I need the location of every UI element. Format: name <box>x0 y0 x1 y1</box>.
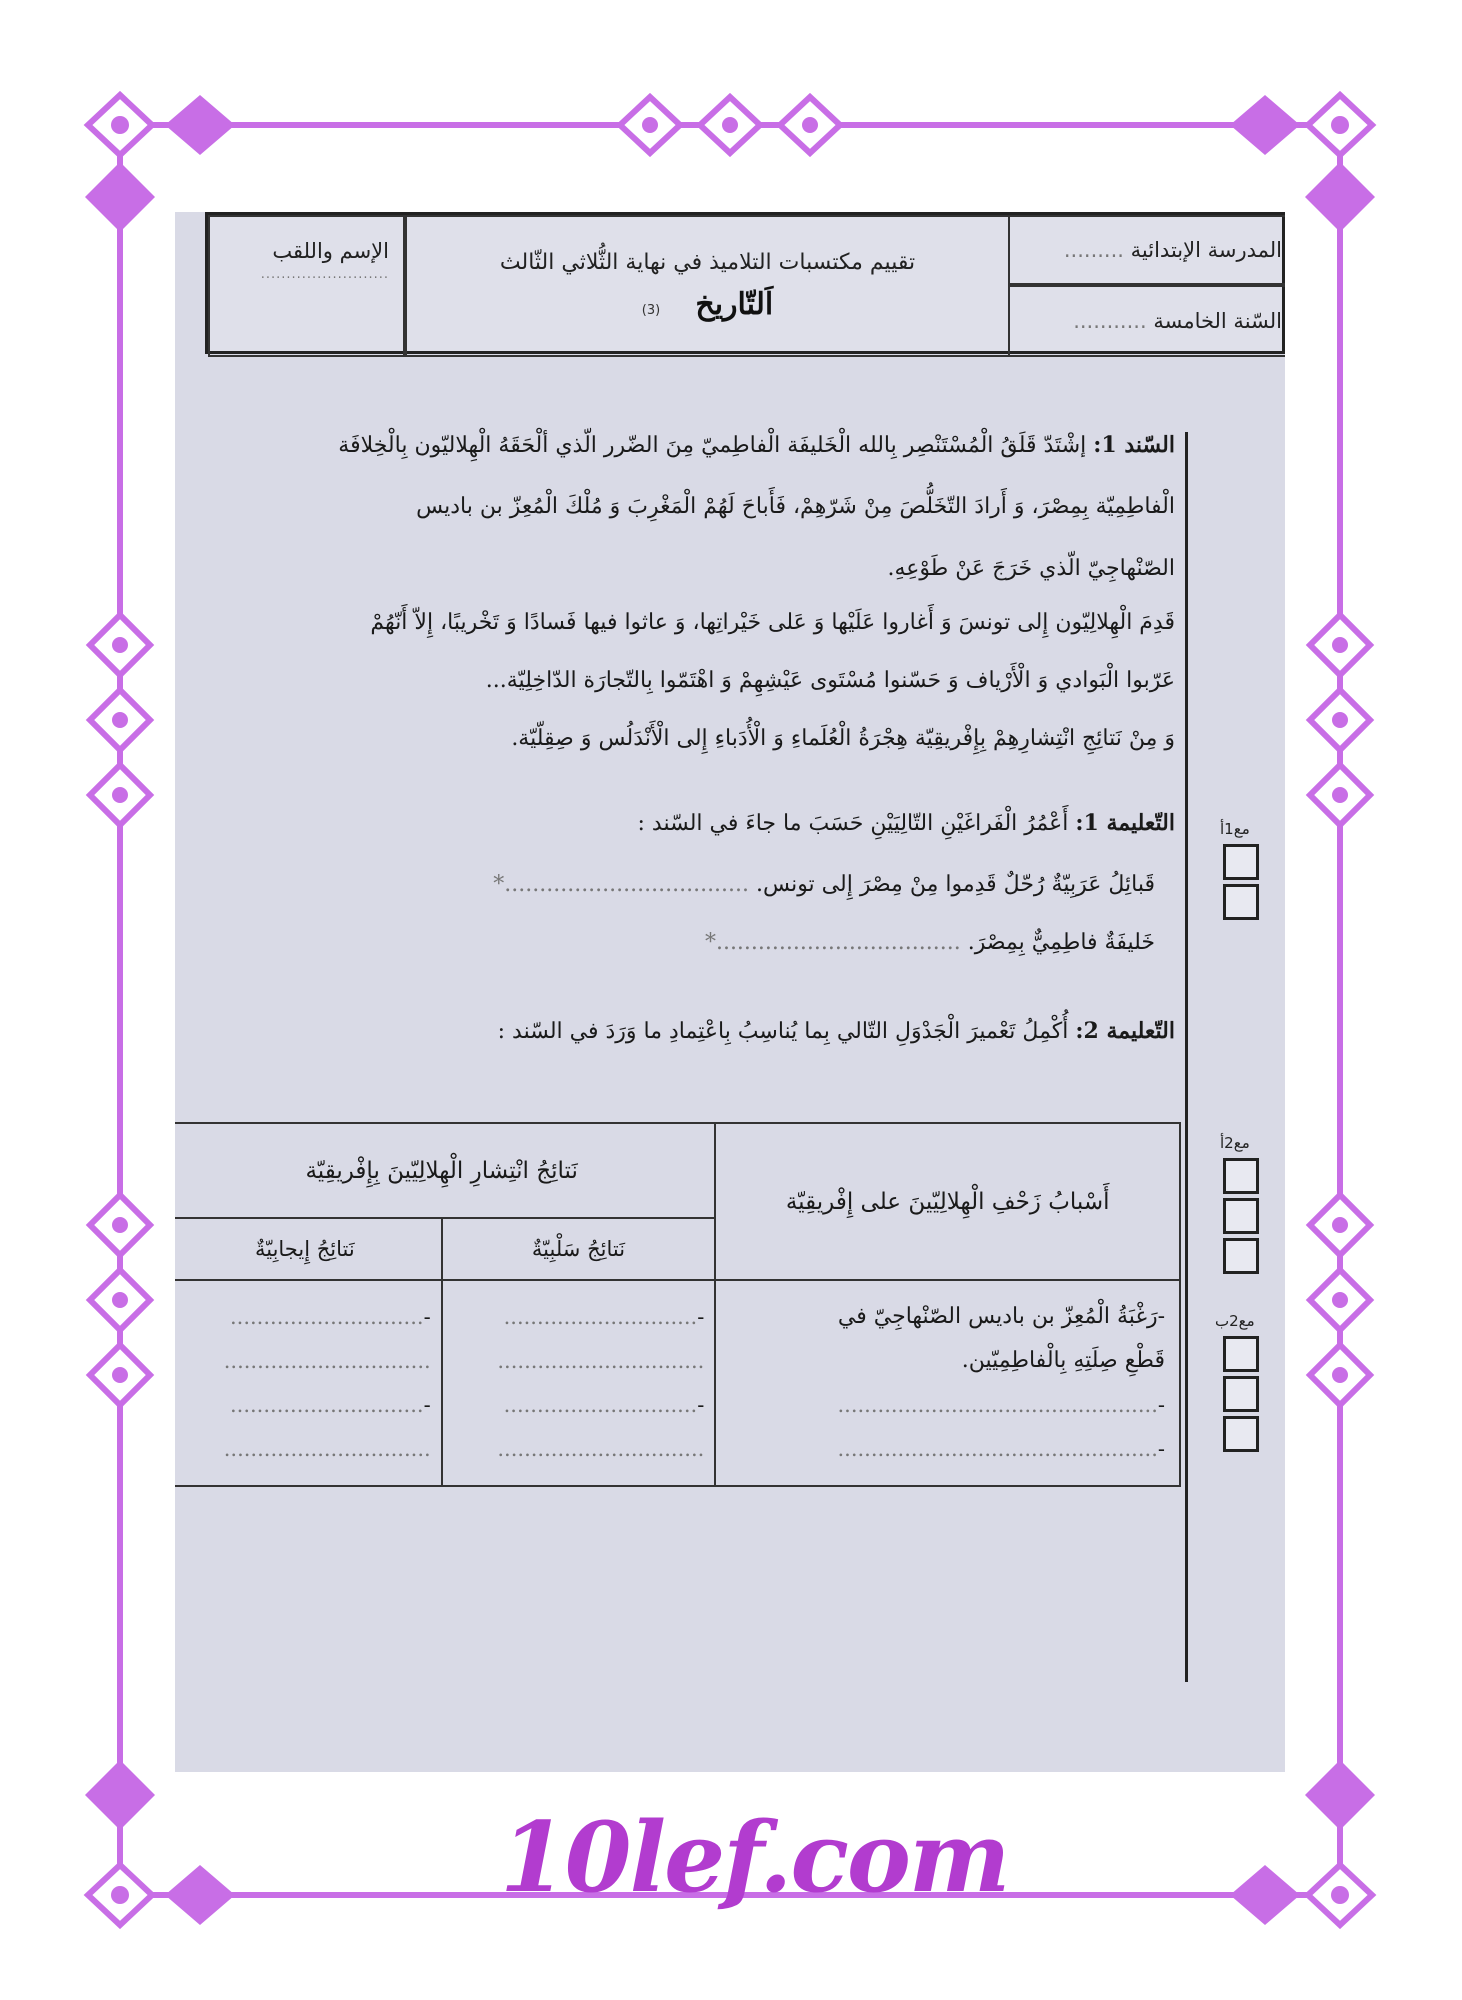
document-line-6: وَ مِنْ نَتائِجِ انْتِشارِهِمْ بِإِفْريقِيّة هِجْرَةُ الْعُلَماءِ وَ الْأُدَباءِ إِلى الْأَنْدَلُس وَ صِقِلّيّة. <box>511 726 1175 751</box>
eval-title: تقييم مكتسبات التلاميذ في نهاية الثُّلاثي الثّالث <box>499 250 916 275</box>
document-line-4: قَدِمَ الْهِلالِيّون إِلى تونسَ وَ أَغاروا عَلَيْها وَ عَلى خَيْراتِها، وَ عاثوا فيها فَسادًا وَ تَخْريبًا، إِلاّ أَنّهُمْ <box>370 610 1175 635</box>
positive-blank-3[interactable]: -............................. <box>229 1393 431 1417</box>
cause-blank-2[interactable]: -................................................ <box>837 1437 1165 1461</box>
criterion-2a-box-1[interactable] <box>1223 1158 1259 1194</box>
task-1 <box>175 810 1175 1000</box>
subject-title: اَلتّاريخ <box>695 287 774 322</box>
task-1-item-2: خَليفَةٌ فاطِمِيٌّ بِمِصْرَ. <box>967 930 1155 955</box>
name-cell: الإسم واللقب ......................... <box>208 215 405 357</box>
margin-rule <box>1185 432 1188 1682</box>
criterion-1a-box-2[interactable] <box>1223 884 1259 920</box>
criterion-2b-label: مع2ب <box>1215 1312 1255 1330</box>
task-1-item-1: قَبائِلُ عَرَبِيّةٌ رُحّلٌ قَدِموا مِنْ مِصْرَ إِلى تونس. <box>756 872 1155 897</box>
site-watermark-logo: 10lef.com <box>500 1801 1009 1914</box>
task-1-label: التّعليمة 1: <box>1075 810 1175 836</box>
positive-blank-2[interactable]: ............................... <box>223 1349 431 1373</box>
positive-blank-1[interactable]: -............................. <box>229 1305 431 1329</box>
task-1-blank-1[interactable]: ...................................* <box>493 872 750 897</box>
year-label: السّنة الخامسة <box>1153 309 1282 333</box>
document-line-5: عَرّبوا الْبَوادي وَ الْأَرْياف وَ حَسّنوا مُسْتَوى عَيْشِهِمْ وَ اهْتَمّوا بِالتّجارَة الدّاخِلِيّة... <box>485 668 1175 693</box>
name-label: الإسم واللقب <box>272 239 389 263</box>
negative-blank-4[interactable]: ............................... <box>497 1437 705 1461</box>
task-2-label: التّعليمة 2: <box>1075 1018 1175 1044</box>
school-cell: المدرسة الإبتدائية ......... <box>1008 215 1285 285</box>
eval-title-cell <box>405 215 1010 357</box>
document-label: السّند 1: <box>1093 432 1175 458</box>
subject-number: (3) <box>641 303 661 318</box>
criterion-2b-box-3[interactable] <box>1223 1416 1259 1452</box>
header-negative: نَتائِجُ سَلْبِيّةٌ <box>442 1218 716 1280</box>
negative-cell <box>442 1280 716 1486</box>
negative-blank-2[interactable]: ............................... <box>497 1349 705 1373</box>
exam-paper <box>175 212 1285 1772</box>
positive-blank-4[interactable]: ............................... <box>223 1437 431 1461</box>
task-1-instruction: أَعْمُرُ الْفَراغَيْنِ التّالِيَيْنِ حَسَبَ ما جاءَ في السّند : <box>637 811 1069 836</box>
task-2-instruction: أُكْمِلُ تَعْميرَ الْجَدْوَلِ التّالي بِما يُناسِبُ بِاعْتِمادِ ما وَرَدَ في السّند : <box>497 1019 1069 1044</box>
school-label: المدرسة الإبتدائية <box>1130 238 1282 262</box>
criterion-2a-box-3[interactable] <box>1223 1238 1259 1274</box>
exam-header <box>205 212 1285 354</box>
criterion-2a-box-2[interactable] <box>1223 1198 1259 1234</box>
cause-given-line-2: قَطْعِ صِلَتِهِ بِالْفاطِمِيّين. <box>961 1348 1165 1373</box>
year-cell: السّنة الخامسة ........... <box>1008 285 1285 357</box>
causes-cell <box>715 1280 1180 1486</box>
task-2 <box>175 1018 1175 1068</box>
header-positive: نَتائِجُ إِيجابِيّةٌ <box>175 1218 442 1280</box>
criterion-2a-label: مع2أ <box>1220 1134 1250 1152</box>
source-document <box>175 412 1175 852</box>
header-causes: أَسْبابُ زَحْفِ الْهِلالِيّينَ على إِفْريقِيّة <box>715 1123 1180 1280</box>
document-line-2: الْفاطِمِيّة بِمِصْرَ، وَ أَرادَ التّخَلُّصَ مِنْ شَرّهِمْ، فَأَباحَ لَهُمْ الْمَغْرِبَ وَ مُلْكَ الْمُعِزّ بن باديس <box>416 494 1175 519</box>
criterion-1a-box-1[interactable] <box>1223 844 1259 880</box>
cause-blank-1[interactable]: -................................................ <box>837 1393 1165 1417</box>
positive-cell <box>175 1280 442 1486</box>
negative-blank-3[interactable]: -............................. <box>503 1393 705 1417</box>
cause-given-line-1: -رَغْبَةُ الْمُعِزّ بن باديس الصّنْهاجِيّ في <box>837 1304 1165 1329</box>
criterion-2b-box-2[interactable] <box>1223 1376 1259 1412</box>
results-table <box>175 1122 1181 1487</box>
header-results: نَتائِجُ انْتِشارِ الْهِلالِيّينَ بِإِفْريقِيّة <box>175 1123 715 1218</box>
document-line-1: إشْتَدّ قَلَقُ الْمُسْتَنْصِر بِالله الْخَليفَة الْفاطِميّ مِنَ الضّرر الّذي ألْحَقَهُ الْهِلاليّون بِالْخِلافَة <box>338 433 1087 458</box>
criterion-1a-label: مع1أ <box>1220 820 1250 838</box>
criterion-2b-box-1[interactable] <box>1223 1336 1259 1372</box>
negative-blank-1[interactable]: -............................. <box>503 1305 705 1329</box>
document-line-3: الصّنْهاجِيّ الّذي خَرَجَ عَنْ طَوْعِهِ. <box>887 556 1175 581</box>
task-1-blank-2[interactable]: ...................................* <box>704 930 961 955</box>
